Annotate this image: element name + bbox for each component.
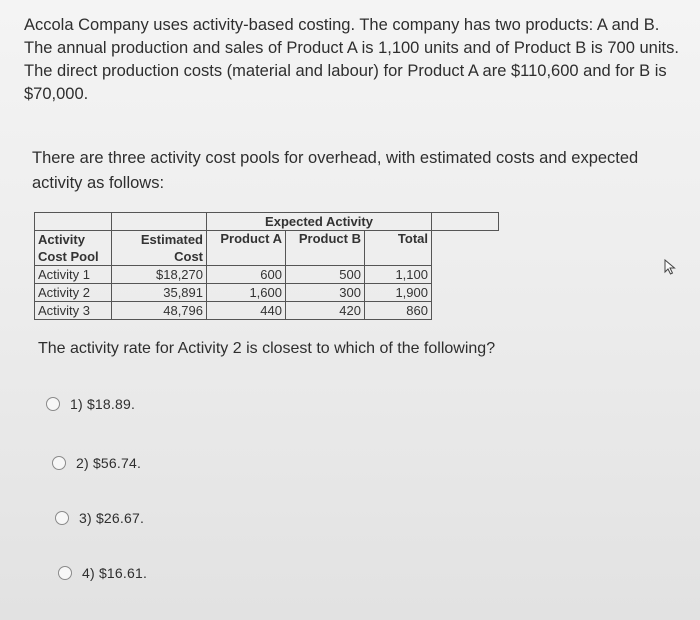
row-total: 1,100 <box>365 266 432 284</box>
row-cost: $18,270 <box>112 266 207 284</box>
row-total: 1,900 <box>365 284 432 302</box>
answer-option-2[interactable] <box>52 455 141 471</box>
table-header-row-line1 <box>35 231 499 249</box>
cost-pools-intro-text: There are three activity cost pools for overhead, with estimated costs and expected activity as follows: <box>32 149 639 192</box>
radio-button-icon[interactable] <box>58 566 72 580</box>
row-pool: Activity 2 <box>35 284 112 302</box>
answer-option-label: 1) $18.89. <box>70 396 136 412</box>
row-product-b: 500 <box>286 266 365 284</box>
row-cost: 48,796 <box>112 302 207 320</box>
radio-button-icon[interactable] <box>52 456 66 470</box>
header-pool-line2: Cost Pool <box>35 248 112 266</box>
row-pool: Activity 3 <box>35 302 112 320</box>
table-row <box>35 266 499 284</box>
radio-button-icon[interactable] <box>55 511 69 525</box>
row-product-b: 300 <box>286 284 365 302</box>
row-product-b: 420 <box>286 302 365 320</box>
header-pool-line1: Activity <box>35 231 112 249</box>
header-cost-line2: Cost <box>112 248 207 266</box>
answer-option-4[interactable] <box>58 565 147 581</box>
mouse-cursor-icon <box>663 259 677 275</box>
problem-intro-text: Accola Company uses activity-based costing. The company has two products: A and B. The annual production and sales of Product A is 1,100 units and of Product B is 700 units. The direct production costs (material and labour) for Product A are $110,600 and for B is $70,000. <box>24 16 679 103</box>
answer-option-label: 2) $56.74. <box>76 455 142 471</box>
table-header-row-top <box>35 213 499 231</box>
row-product-a: 600 <box>207 266 286 284</box>
table-row <box>35 284 499 302</box>
activity-cost-table <box>34 212 499 320</box>
answer-option-3[interactable] <box>55 510 144 526</box>
row-product-a: 1,600 <box>207 284 286 302</box>
row-pool: Activity 1 <box>35 266 112 284</box>
expected-activity-header: Expected Activity <box>207 213 432 231</box>
row-total: 860 <box>365 302 432 320</box>
row-cost: 35,891 <box>112 284 207 302</box>
header-product-a: Product A <box>207 231 286 266</box>
row-product-a: 440 <box>207 302 286 320</box>
answer-option-1[interactable] <box>46 396 135 412</box>
question-text: The activity rate for Activity 2 is closest to which of the following? <box>38 340 496 357</box>
answer-option-label: 3) $26.67. <box>79 510 145 526</box>
answer-option-label: 4) $16.61. <box>82 565 148 581</box>
header-cost-line1: Estimated <box>112 231 207 249</box>
header-product-b: Product B <box>286 231 365 266</box>
header-total: Total <box>365 231 432 266</box>
table-row <box>35 302 499 320</box>
radio-button-icon[interactable] <box>46 397 60 411</box>
